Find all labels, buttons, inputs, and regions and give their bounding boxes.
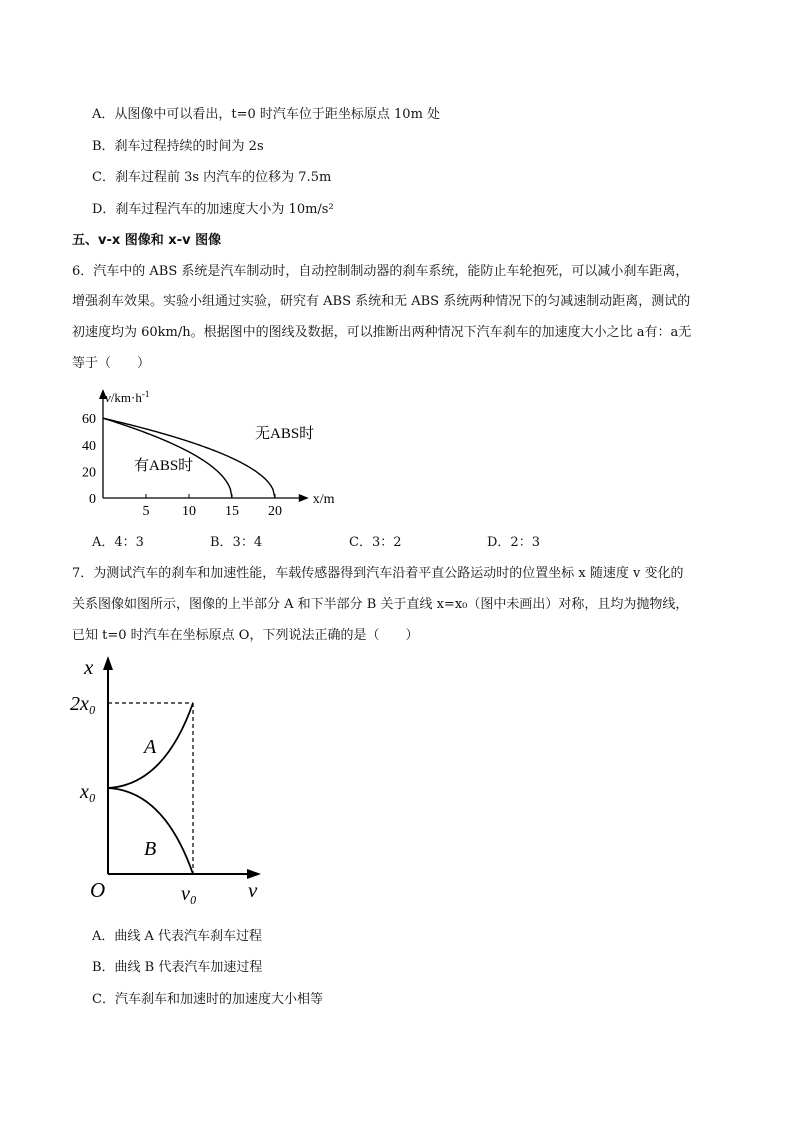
y-tick-label: 0 xyxy=(89,492,96,507)
abs-chart xyxy=(70,385,360,520)
x-tick-label: 20 xyxy=(268,504,282,519)
x-tick-label: 10 xyxy=(182,504,196,519)
q7-line-1: 7．为测试汽车的刹车和加速性能，车载传感器得到汽车沿着平直公路运动时的位置坐标 x 随速度 v 变化的 xyxy=(72,566,684,581)
q5-option-a: A．从图像中可以看出，t=0 时汽车位于距坐标原点 10m 处 xyxy=(92,107,441,122)
xv-tick-2x0: 2x₀ xyxy=(70,693,96,715)
q6-line-3: 初速度均为 60km/h。根据图中的图线及数据，可以推断出两种情况下汽车刹车的加速度大小之比 a有：a无 xyxy=(72,325,692,340)
v-axis-label: $v/km\cdot h^{-1}$ xyxy=(105,389,150,405)
curve-a-label: A xyxy=(144,736,157,758)
curve-b-label: B xyxy=(144,838,157,860)
xv-x-label: v xyxy=(248,878,258,902)
xv-graph xyxy=(66,652,276,907)
y-tick-label: 60 xyxy=(82,412,96,428)
q5-option-b: B．刹车过程持续的时间为 2s xyxy=(92,139,264,154)
x-tick-label: 5 xyxy=(142,504,150,519)
q7-line-2: 关系图像如图所示，图像的上半部分 A 和下半部分 B 关于直线 x=x₀（图中未画出）对称，且均为抛物线， xyxy=(72,597,689,612)
q6-options xyxy=(92,531,612,549)
y-tick-label: 40 xyxy=(82,438,96,454)
x-axis-arrow xyxy=(299,494,309,502)
q6-line-1: 6．汽车中的 ABS 系统是汽车制动时，自动控制制动器的刹车系统，能防止车轮抱死，可以减小刹车距离， xyxy=(72,264,689,279)
q7-option-a: A．曲线 A 代表汽车刹车过程 xyxy=(92,929,263,944)
q7-line-3: 已知 t=0 时汽车在坐标原点 O，下列说法正确的是（ ） xyxy=(72,628,419,643)
section-title: 五、v-x 图像和 x-v 图像 xyxy=(72,233,222,248)
xv-y-arrow xyxy=(103,656,113,670)
q7-option-b: B．曲线 B 代表汽车加速过程 xyxy=(92,960,263,975)
xv-origin: O xyxy=(90,878,106,902)
q6-option-c: C．3：2 xyxy=(349,535,402,550)
q7-option-c: C．汽车刹车和加速时的加速度大小相等 xyxy=(92,992,323,1007)
q5-option-d: D．刹车过程汽车的加速度大小为 10m/s² xyxy=(92,202,334,217)
q6-line-4: 等于（ ） xyxy=(72,356,151,371)
y-tick-label: 20 xyxy=(82,465,96,481)
q6-option-a: A．4：3 xyxy=(92,535,144,550)
series-label-1: 有ABS时 xyxy=(134,458,194,475)
q6-option-d: D．2：3 xyxy=(487,535,540,550)
x-axis-label: x/m xyxy=(312,492,335,507)
xv-y-label: x xyxy=(84,655,94,679)
q6-line-2: 增强刹车效果。实验小组通过实验，研究有 ABS 系统和无 ABS 系统两种情况下的匀减速制动距离，测试的 xyxy=(72,294,691,309)
q5-option-c: C．刹车过程前 3s 内汽车的位移为 7.5m xyxy=(92,170,332,185)
xv-tick-v0: v₀ xyxy=(181,883,197,905)
q6-option-b: B．3：4 xyxy=(210,535,263,550)
series-label-0: 无ABS时 xyxy=(255,426,315,443)
curve-b xyxy=(108,788,193,874)
xv-tick-x0: x₀ xyxy=(80,781,96,803)
x-tick-label: 15 xyxy=(225,504,239,519)
